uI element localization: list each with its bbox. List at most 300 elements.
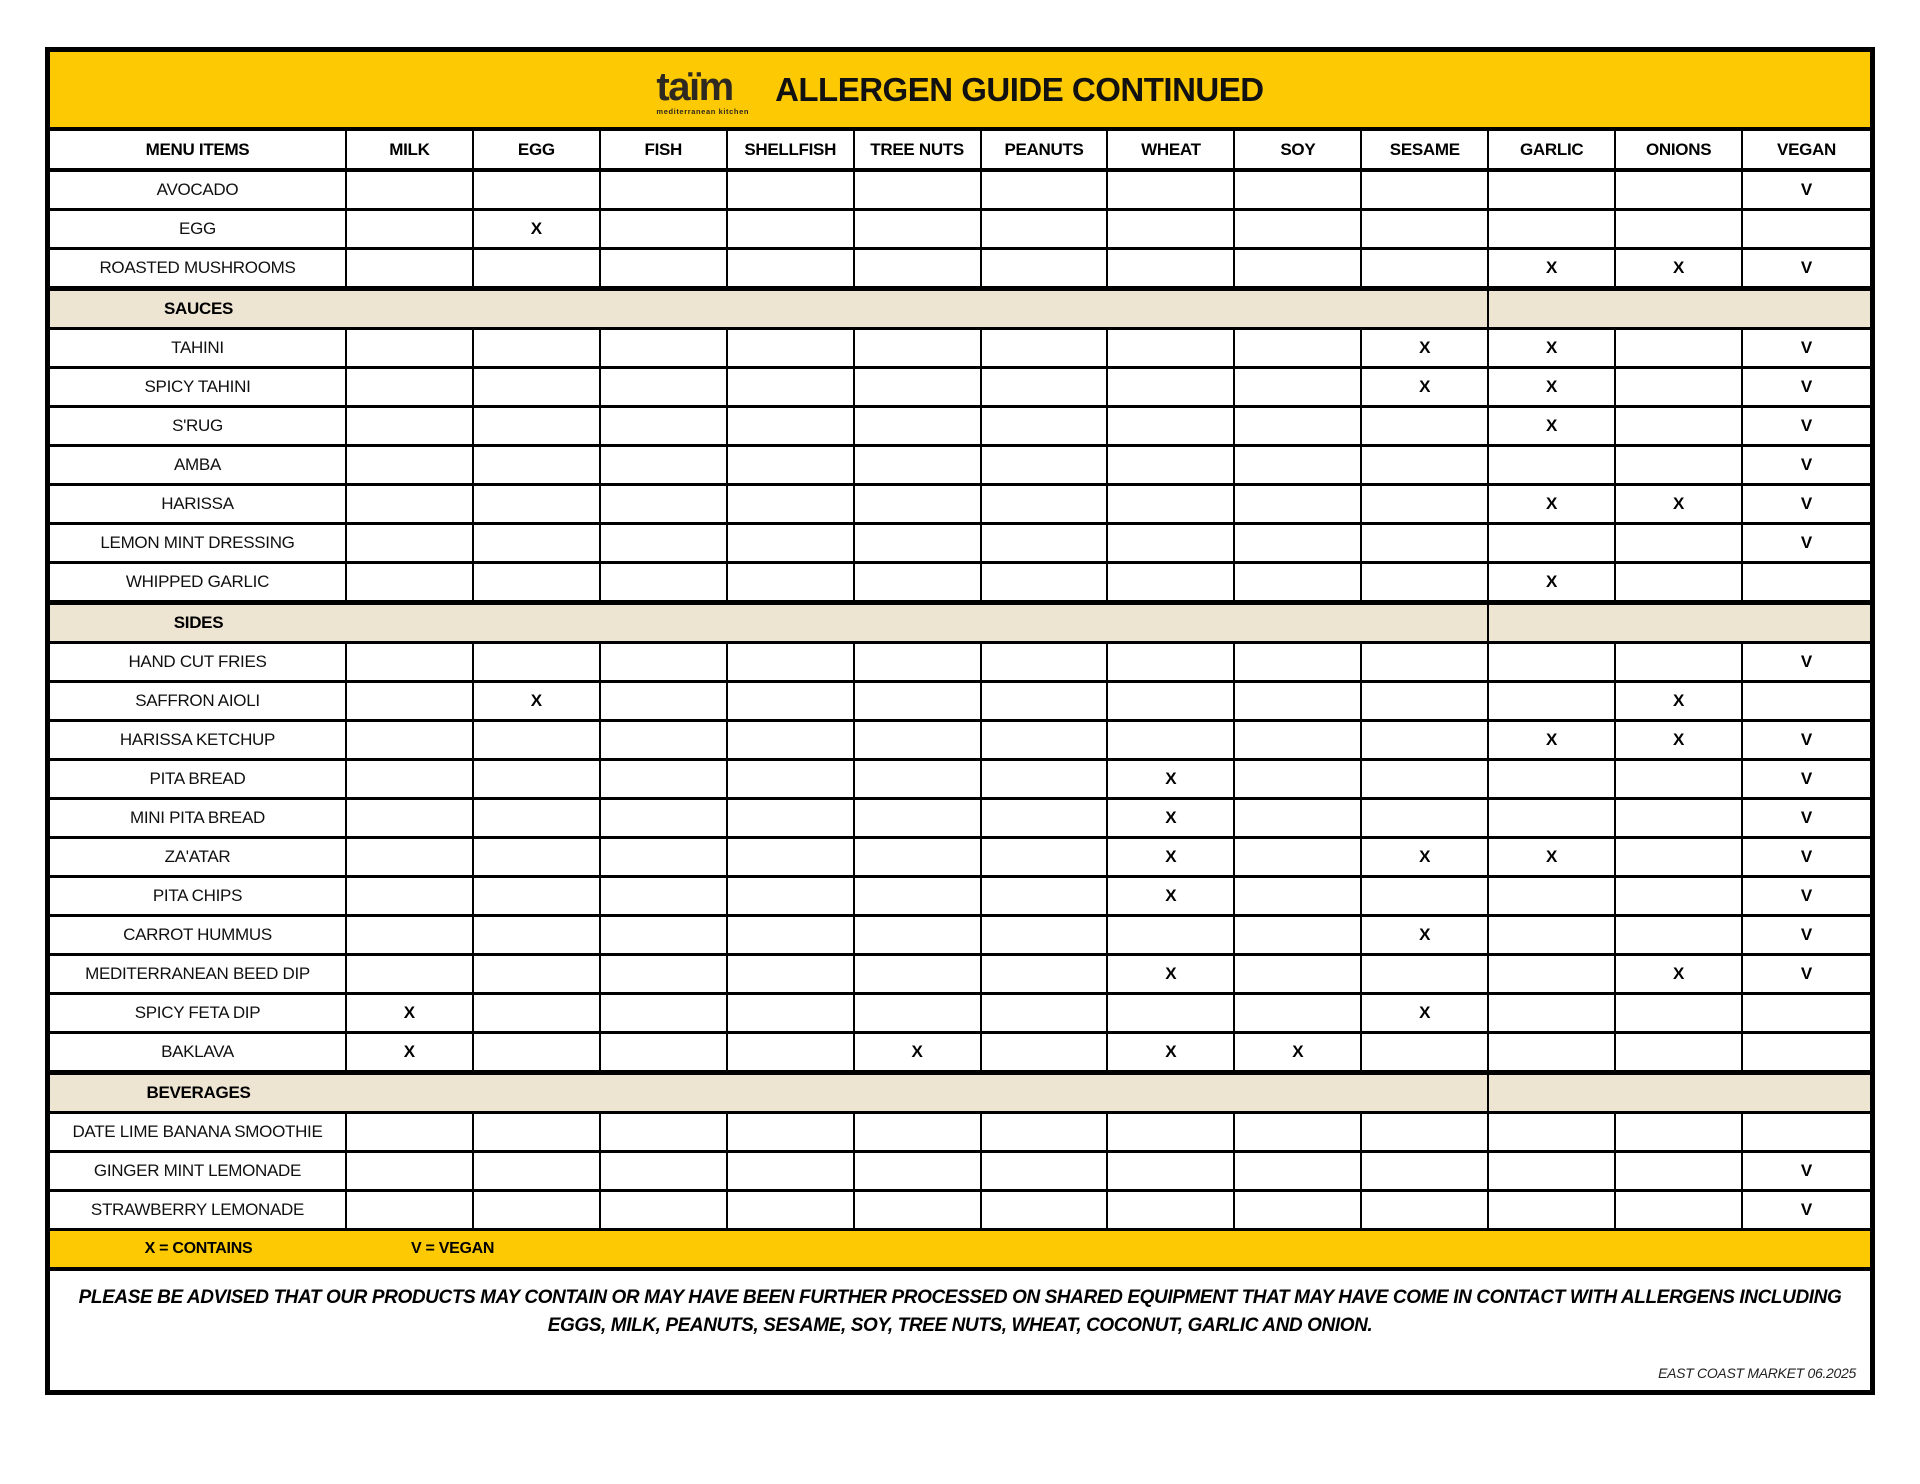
empty-cell-peanuts bbox=[982, 447, 1109, 483]
empty-cell-wheat bbox=[1108, 722, 1235, 758]
empty-cell-onions bbox=[1616, 330, 1743, 366]
page-title: ALLERGEN GUIDE CONTINUED bbox=[775, 70, 1264, 108]
empty-cell-vegan bbox=[1743, 564, 1870, 600]
empty-cell-peanuts bbox=[982, 878, 1109, 914]
empty-cell-egg bbox=[474, 525, 601, 561]
empty-cell-peanuts bbox=[982, 1114, 1109, 1150]
empty-cell-soy bbox=[1235, 447, 1362, 483]
menu-item-row-egg bbox=[50, 211, 1870, 250]
contains-mark-onions: X bbox=[1616, 486, 1743, 522]
section-label-sides: SIDES bbox=[173, 613, 224, 632]
empty-cell-egg bbox=[474, 486, 601, 522]
column-header-fish: FISH bbox=[601, 131, 728, 168]
contains-mark-sesame: X bbox=[1362, 917, 1489, 953]
empty-cell-milk bbox=[347, 1192, 474, 1228]
menu-item-name: PITA CHIPS bbox=[50, 878, 347, 914]
vegan-mark-vegan: V bbox=[1800, 769, 1813, 788]
legend-vegan: V = VEGAN bbox=[411, 1240, 495, 1257]
empty-cell-soy bbox=[1235, 564, 1362, 600]
menu-item-row-tahini bbox=[50, 330, 1870, 369]
empty-cell-egg bbox=[474, 1153, 601, 1189]
vegan-mark-vegan: V bbox=[1800, 258, 1813, 277]
empty-cell-garlic bbox=[1489, 211, 1616, 247]
empty-cell-milk bbox=[347, 683, 474, 719]
allergen-guide-sheet bbox=[45, 47, 1875, 1395]
empty-cell-tree-nuts bbox=[855, 211, 982, 247]
section-row-sauces bbox=[50, 289, 1870, 330]
menu-item-row-harissa bbox=[50, 486, 1870, 525]
menu-item-name: LEMON MINT DRESSING bbox=[50, 525, 347, 561]
menu-item-row-date-lime-banana-smoothie bbox=[50, 1114, 1870, 1153]
empty-cell-sesame bbox=[1362, 1114, 1489, 1150]
empty-cell-tree-nuts bbox=[855, 330, 982, 366]
contains-mark-garlic: X bbox=[1489, 250, 1616, 286]
column-header-soy: SOY bbox=[1235, 131, 1362, 168]
empty-cell-onions bbox=[1616, 211, 1743, 247]
empty-cell-egg bbox=[474, 447, 601, 483]
empty-cell-fish bbox=[601, 330, 728, 366]
section-label-beverages: BEVERAGES bbox=[146, 1083, 251, 1102]
contains-mark-wheat: X bbox=[1108, 1034, 1235, 1070]
empty-cell-wheat bbox=[1108, 525, 1235, 561]
menu-item-name: GINGER MINT LEMONADE bbox=[50, 1153, 347, 1189]
empty-cell-shellfish bbox=[728, 1034, 855, 1070]
contains-mark-egg: X bbox=[474, 211, 601, 247]
empty-cell-wheat bbox=[1108, 1114, 1235, 1150]
empty-cell-shellfish bbox=[728, 917, 855, 953]
contains-mark-garlic: X bbox=[1489, 564, 1616, 600]
empty-cell-soy bbox=[1235, 1192, 1362, 1228]
empty-cell-tree-nuts bbox=[855, 800, 982, 836]
menu-item-name: DATE LIME BANANA SMOOTHIE bbox=[50, 1114, 347, 1150]
empty-cell-garlic bbox=[1489, 447, 1616, 483]
menu-item-name: WHIPPED GARLIC bbox=[50, 564, 347, 600]
empty-cell-tree-nuts bbox=[855, 408, 982, 444]
empty-cell-egg bbox=[474, 761, 601, 797]
menu-item-row-strawberry-lemonade bbox=[50, 1192, 1870, 1231]
empty-cell-sesame bbox=[1362, 761, 1489, 797]
menu-item-name: ZA'ATAR bbox=[50, 839, 347, 875]
empty-cell-garlic bbox=[1489, 917, 1616, 953]
empty-cell-onions bbox=[1616, 644, 1743, 680]
menu-item-name: SPICY TAHINI bbox=[50, 369, 347, 405]
menu-item-row-carrot-hummus bbox=[50, 917, 1870, 956]
empty-cell-peanuts bbox=[982, 369, 1109, 405]
empty-cell-shellfish bbox=[728, 1114, 855, 1150]
empty-cell-soy bbox=[1235, 211, 1362, 247]
empty-cell-garlic bbox=[1489, 878, 1616, 914]
menu-item-name: AMBA bbox=[50, 447, 347, 483]
vegan-mark-vegan: V bbox=[1800, 652, 1813, 671]
empty-cell-tree-nuts bbox=[855, 761, 982, 797]
empty-cell-onions bbox=[1616, 525, 1743, 561]
contains-mark-soy: X bbox=[1235, 1034, 1362, 1070]
empty-cell-fish bbox=[601, 761, 728, 797]
menu-item-name: AVOCADO bbox=[50, 172, 347, 208]
empty-cell-sesame bbox=[1362, 1192, 1489, 1228]
empty-cell-shellfish bbox=[728, 330, 855, 366]
menu-item-row-hand-cut-fries bbox=[50, 644, 1870, 683]
empty-cell-garlic bbox=[1489, 644, 1616, 680]
contains-mark-wheat: X bbox=[1108, 956, 1235, 992]
menu-item-row-baklava bbox=[50, 1034, 1870, 1073]
column-header-peanuts: PEANUTS bbox=[982, 131, 1109, 168]
empty-cell-onions bbox=[1616, 761, 1743, 797]
empty-cell-shellfish bbox=[728, 995, 855, 1031]
empty-cell-wheat bbox=[1108, 211, 1235, 247]
empty-cell-egg bbox=[474, 917, 601, 953]
empty-cell-sesame bbox=[1362, 211, 1489, 247]
empty-cell-fish bbox=[601, 1153, 728, 1189]
contains-mark-garlic: X bbox=[1489, 330, 1616, 366]
empty-cell-shellfish bbox=[728, 800, 855, 836]
empty-cell-soy bbox=[1235, 761, 1362, 797]
empty-cell-peanuts bbox=[982, 330, 1109, 366]
vegan-mark-vegan: V bbox=[1800, 808, 1813, 827]
menu-item-row-saffron-aioli bbox=[50, 683, 1870, 722]
empty-cell-fish bbox=[601, 486, 728, 522]
empty-cell-tree-nuts bbox=[855, 172, 982, 208]
empty-cell-fish bbox=[601, 1114, 728, 1150]
empty-cell-garlic bbox=[1489, 995, 1616, 1031]
menu-item-name: HARISSA KETCHUP bbox=[50, 722, 347, 758]
menu-item-row-avocado bbox=[50, 172, 1870, 211]
empty-cell-milk bbox=[347, 447, 474, 483]
menu-item-name: MINI PITA BREAD bbox=[50, 800, 347, 836]
contains-mark-sesame: X bbox=[1362, 839, 1489, 875]
empty-cell-milk bbox=[347, 330, 474, 366]
vegan-mark-vegan: V bbox=[1800, 416, 1813, 435]
empty-cell-soy bbox=[1235, 172, 1362, 208]
section-spacer bbox=[1489, 605, 1870, 641]
empty-cell-fish bbox=[601, 1192, 728, 1228]
empty-cell-tree-nuts bbox=[855, 564, 982, 600]
menu-item-row-za-atar bbox=[50, 839, 1870, 878]
empty-cell-onions bbox=[1616, 1034, 1743, 1070]
empty-cell-milk bbox=[347, 800, 474, 836]
empty-cell-garlic bbox=[1489, 1114, 1616, 1150]
empty-cell-fish bbox=[601, 917, 728, 953]
menu-item-row-lemon-mint-dressing bbox=[50, 525, 1870, 564]
empty-cell-garlic bbox=[1489, 172, 1616, 208]
empty-cell-shellfish bbox=[728, 1153, 855, 1189]
vegan-mark-vegan: V bbox=[1800, 180, 1813, 199]
empty-cell-tree-nuts bbox=[855, 250, 982, 286]
contains-mark-milk: X bbox=[347, 995, 474, 1031]
menu-item-row-s-rug bbox=[50, 408, 1870, 447]
empty-cell-fish bbox=[601, 408, 728, 444]
empty-cell-soy bbox=[1235, 800, 1362, 836]
column-header-garlic: GARLIC bbox=[1489, 131, 1616, 168]
empty-cell-sesame bbox=[1362, 878, 1489, 914]
vegan-mark-vegan: V bbox=[1800, 494, 1813, 513]
empty-cell-shellfish bbox=[728, 722, 855, 758]
empty-cell-sesame bbox=[1362, 250, 1489, 286]
empty-cell-sesame bbox=[1362, 525, 1489, 561]
empty-cell-peanuts bbox=[982, 683, 1109, 719]
menu-item-name: MEDITERRANEAN BEED DIP bbox=[50, 956, 347, 992]
empty-cell-fish bbox=[601, 995, 728, 1031]
section-cell-sauces bbox=[50, 291, 1489, 327]
empty-cell-milk bbox=[347, 408, 474, 444]
empty-cell-fish bbox=[601, 722, 728, 758]
empty-cell-garlic bbox=[1489, 761, 1616, 797]
contains-mark-wheat: X bbox=[1108, 839, 1235, 875]
empty-cell-fish bbox=[601, 1034, 728, 1070]
empty-cell-shellfish bbox=[728, 486, 855, 522]
empty-cell-fish bbox=[601, 644, 728, 680]
column-header-vegan: VEGAN bbox=[1777, 139, 1837, 159]
taim-logo-tagline: mediterranean kitchen bbox=[656, 107, 750, 117]
empty-cell-fish bbox=[601, 956, 728, 992]
legend-bar bbox=[50, 1231, 1870, 1271]
vegan-mark-vegan: V bbox=[1800, 455, 1813, 474]
empty-cell-milk bbox=[347, 878, 474, 914]
empty-cell-egg bbox=[474, 408, 601, 444]
empty-cell-egg bbox=[474, 878, 601, 914]
empty-cell-peanuts bbox=[982, 1192, 1109, 1228]
empty-cell-peanuts bbox=[982, 956, 1109, 992]
empty-cell-peanuts bbox=[982, 1034, 1109, 1070]
taim-logo-wordmark: taïm bbox=[656, 65, 733, 110]
contains-mark-tree-nuts: X bbox=[855, 1034, 982, 1070]
empty-cell-vegan bbox=[1743, 683, 1870, 719]
empty-cell-fish bbox=[601, 683, 728, 719]
empty-cell-milk bbox=[347, 525, 474, 561]
vegan-mark-vegan: V bbox=[1800, 377, 1813, 396]
empty-cell-soy bbox=[1235, 1114, 1362, 1150]
empty-cell-shellfish bbox=[728, 683, 855, 719]
empty-cell-shellfish bbox=[728, 172, 855, 208]
empty-cell-onions bbox=[1616, 564, 1743, 600]
empty-cell-sesame bbox=[1362, 486, 1489, 522]
empty-cell-wheat bbox=[1108, 1192, 1235, 1228]
column-header-menu-items: MENU ITEMS bbox=[50, 131, 347, 168]
menu-item-row-harissa-ketchup bbox=[50, 722, 1870, 761]
empty-cell-garlic bbox=[1489, 800, 1616, 836]
menu-item-row-mini-pita-bread bbox=[50, 800, 1870, 839]
empty-cell-wheat bbox=[1108, 330, 1235, 366]
empty-cell-wheat bbox=[1108, 172, 1235, 208]
empty-cell-peanuts bbox=[982, 995, 1109, 1031]
empty-cell-tree-nuts bbox=[855, 917, 982, 953]
empty-cell-tree-nuts bbox=[855, 878, 982, 914]
disclaimer-box bbox=[50, 1271, 1870, 1390]
empty-cell-sesame bbox=[1362, 1153, 1489, 1189]
vegan-mark-vegan: V bbox=[1800, 1200, 1813, 1219]
empty-cell-peanuts bbox=[982, 839, 1109, 875]
empty-cell-onions bbox=[1616, 172, 1743, 208]
empty-cell-soy bbox=[1235, 1153, 1362, 1189]
menu-item-name: ROASTED MUSHROOMS bbox=[50, 250, 347, 286]
empty-cell-soy bbox=[1235, 330, 1362, 366]
section-row-beverages bbox=[50, 1073, 1870, 1114]
empty-cell-soy bbox=[1235, 683, 1362, 719]
empty-cell-soy bbox=[1235, 408, 1362, 444]
column-header-sesame: SESAME bbox=[1362, 131, 1489, 168]
menu-item-name: STRAWBERRY LEMONADE bbox=[50, 1192, 347, 1228]
section-spacer bbox=[1489, 291, 1870, 327]
empty-cell-wheat bbox=[1108, 408, 1235, 444]
contains-mark-wheat: X bbox=[1108, 761, 1235, 797]
empty-cell-egg bbox=[474, 250, 601, 286]
empty-cell-onions bbox=[1616, 369, 1743, 405]
empty-cell-sesame bbox=[1362, 1034, 1489, 1070]
menu-item-name: PITA BREAD bbox=[50, 761, 347, 797]
contains-mark-sesame: X bbox=[1362, 369, 1489, 405]
empty-cell-shellfish bbox=[728, 644, 855, 680]
empty-cell-fish bbox=[601, 525, 728, 561]
disclaimer-text: PLEASE BE ADVISED THAT OUR PRODUCTS MAY CONTAIN OR MAY HAVE BEEN FURTHER PROCESSED ON SHARED EQUIPMENT THAT MAY HAVE COME IN CONTACT WITH ALLERGENS INCLUDING EGGS, MILK, PEANUTS, SESAME, SOY, TREE NUTS, WHEAT, COCONUT, GARLIC AND ONION. bbox=[78, 1287, 1842, 1336]
empty-cell-sesame bbox=[1362, 722, 1489, 758]
empty-cell-sesame bbox=[1362, 644, 1489, 680]
contains-mark-onions: X bbox=[1616, 683, 1743, 719]
empty-cell-peanuts bbox=[982, 525, 1109, 561]
column-header-row bbox=[50, 131, 1870, 172]
contains-mark-egg: X bbox=[474, 683, 601, 719]
empty-cell-sesame bbox=[1362, 564, 1489, 600]
footer-note: EAST COAST MARKET 06.2025 bbox=[1658, 1365, 1856, 1381]
empty-cell-peanuts bbox=[982, 644, 1109, 680]
empty-cell-soy bbox=[1235, 644, 1362, 680]
menu-item-row-pita-bread bbox=[50, 761, 1870, 800]
empty-cell-garlic bbox=[1489, 1153, 1616, 1189]
empty-cell-soy bbox=[1235, 250, 1362, 286]
empty-cell-onions bbox=[1616, 917, 1743, 953]
menu-item-row-spicy-feta-dip bbox=[50, 995, 1870, 1034]
column-header-wheat: WHEAT bbox=[1108, 131, 1235, 168]
contains-mark-garlic: X bbox=[1489, 486, 1616, 522]
empty-cell-peanuts bbox=[982, 211, 1109, 247]
empty-cell-soy bbox=[1235, 486, 1362, 522]
menu-item-row-spicy-tahini bbox=[50, 369, 1870, 408]
empty-cell-peanuts bbox=[982, 172, 1109, 208]
empty-cell-soy bbox=[1235, 722, 1362, 758]
section-spacer bbox=[1489, 1075, 1870, 1111]
empty-cell-onions bbox=[1616, 1153, 1743, 1189]
empty-cell-garlic bbox=[1489, 525, 1616, 561]
empty-cell-tree-nuts bbox=[855, 486, 982, 522]
empty-cell-fish bbox=[601, 369, 728, 405]
empty-cell-tree-nuts bbox=[855, 1114, 982, 1150]
vegan-mark-vegan: V bbox=[1800, 533, 1813, 552]
menu-item-name: TAHINI bbox=[50, 330, 347, 366]
empty-cell-egg bbox=[474, 330, 601, 366]
empty-cell-peanuts bbox=[982, 1153, 1109, 1189]
vegan-mark-vegan: V bbox=[1800, 1161, 1813, 1180]
menu-item-name: SPICY FETA DIP bbox=[50, 995, 347, 1031]
menu-item-name: BAKLAVA bbox=[50, 1034, 347, 1070]
contains-mark-garlic: X bbox=[1489, 722, 1616, 758]
empty-cell-vegan bbox=[1743, 995, 1870, 1031]
allergen-table bbox=[50, 131, 1870, 1231]
empty-cell-milk bbox=[347, 761, 474, 797]
empty-cell-shellfish bbox=[728, 250, 855, 286]
empty-cell-milk bbox=[347, 564, 474, 600]
empty-cell-wheat bbox=[1108, 1153, 1235, 1189]
contains-mark-sesame: X bbox=[1362, 995, 1489, 1031]
empty-cell-milk bbox=[347, 486, 474, 522]
contains-mark-garlic: X bbox=[1489, 369, 1616, 405]
empty-cell-egg bbox=[474, 722, 601, 758]
empty-cell-sesame bbox=[1362, 956, 1489, 992]
menu-item-name: HAND CUT FRIES bbox=[50, 644, 347, 680]
empty-cell-fish bbox=[601, 172, 728, 208]
empty-cell-tree-nuts bbox=[855, 525, 982, 561]
empty-cell-shellfish bbox=[728, 369, 855, 405]
empty-cell-milk bbox=[347, 369, 474, 405]
empty-cell-wheat bbox=[1108, 995, 1235, 1031]
empty-cell-shellfish bbox=[728, 564, 855, 600]
empty-cell-wheat bbox=[1108, 683, 1235, 719]
empty-cell-tree-nuts bbox=[855, 369, 982, 405]
empty-cell-onions bbox=[1616, 408, 1743, 444]
empty-cell-egg bbox=[474, 644, 601, 680]
legend-contains: X = CONTAINS bbox=[144, 1240, 253, 1257]
empty-cell-shellfish bbox=[728, 839, 855, 875]
section-cell-beverages bbox=[50, 1075, 1489, 1111]
empty-cell-peanuts bbox=[982, 917, 1109, 953]
menu-item-name: S'RUG bbox=[50, 408, 347, 444]
empty-cell-onions bbox=[1616, 995, 1743, 1031]
empty-cell-tree-nuts bbox=[855, 644, 982, 680]
empty-cell-shellfish bbox=[728, 1192, 855, 1228]
column-header-egg: EGG bbox=[474, 131, 601, 168]
empty-cell-soy bbox=[1235, 917, 1362, 953]
menu-item-row-ginger-mint-lemonade bbox=[50, 1153, 1870, 1192]
empty-cell-soy bbox=[1235, 956, 1362, 992]
empty-cell-tree-nuts bbox=[855, 722, 982, 758]
empty-cell-vegan bbox=[1743, 1114, 1870, 1150]
menu-item-row-pita-chips bbox=[50, 878, 1870, 917]
column-header-tree-nuts: TREE NUTS bbox=[855, 131, 982, 168]
empty-cell-egg bbox=[474, 1034, 601, 1070]
vegan-mark-vegan: V bbox=[1800, 847, 1813, 866]
empty-cell-fish bbox=[601, 878, 728, 914]
empty-cell-fish bbox=[601, 564, 728, 600]
section-cell-sides bbox=[50, 605, 1489, 641]
column-header-milk: MILK bbox=[347, 131, 474, 168]
empty-cell-peanuts bbox=[982, 250, 1109, 286]
empty-cell-peanuts bbox=[982, 486, 1109, 522]
empty-cell-onions bbox=[1616, 839, 1743, 875]
contains-mark-garlic: X bbox=[1489, 408, 1616, 444]
empty-cell-milk bbox=[347, 250, 474, 286]
empty-cell-tree-nuts bbox=[855, 1192, 982, 1228]
menu-item-row-roasted-mushrooms bbox=[50, 250, 1870, 289]
empty-cell-tree-nuts bbox=[855, 1153, 982, 1189]
empty-cell-fish bbox=[601, 211, 728, 247]
contains-mark-onions: X bbox=[1616, 956, 1743, 992]
empty-cell-wheat bbox=[1108, 564, 1235, 600]
empty-cell-shellfish bbox=[728, 878, 855, 914]
empty-cell-milk bbox=[347, 917, 474, 953]
contains-mark-milk: X bbox=[347, 1034, 474, 1070]
column-header-shellfish: SHELLFISH bbox=[728, 131, 855, 168]
empty-cell-egg bbox=[474, 956, 601, 992]
empty-cell-wheat bbox=[1108, 917, 1235, 953]
vegan-mark-vegan: V bbox=[1800, 730, 1813, 749]
empty-cell-peanuts bbox=[982, 800, 1109, 836]
empty-cell-tree-nuts bbox=[855, 839, 982, 875]
menu-item-name: SAFFRON AIOLI bbox=[50, 683, 347, 719]
empty-cell-vegan bbox=[1743, 211, 1870, 247]
menu-item-name: EGG bbox=[50, 211, 347, 247]
empty-cell-shellfish bbox=[728, 211, 855, 247]
empty-cell-peanuts bbox=[982, 761, 1109, 797]
contains-mark-wheat: X bbox=[1108, 800, 1235, 836]
empty-cell-onions bbox=[1616, 878, 1743, 914]
